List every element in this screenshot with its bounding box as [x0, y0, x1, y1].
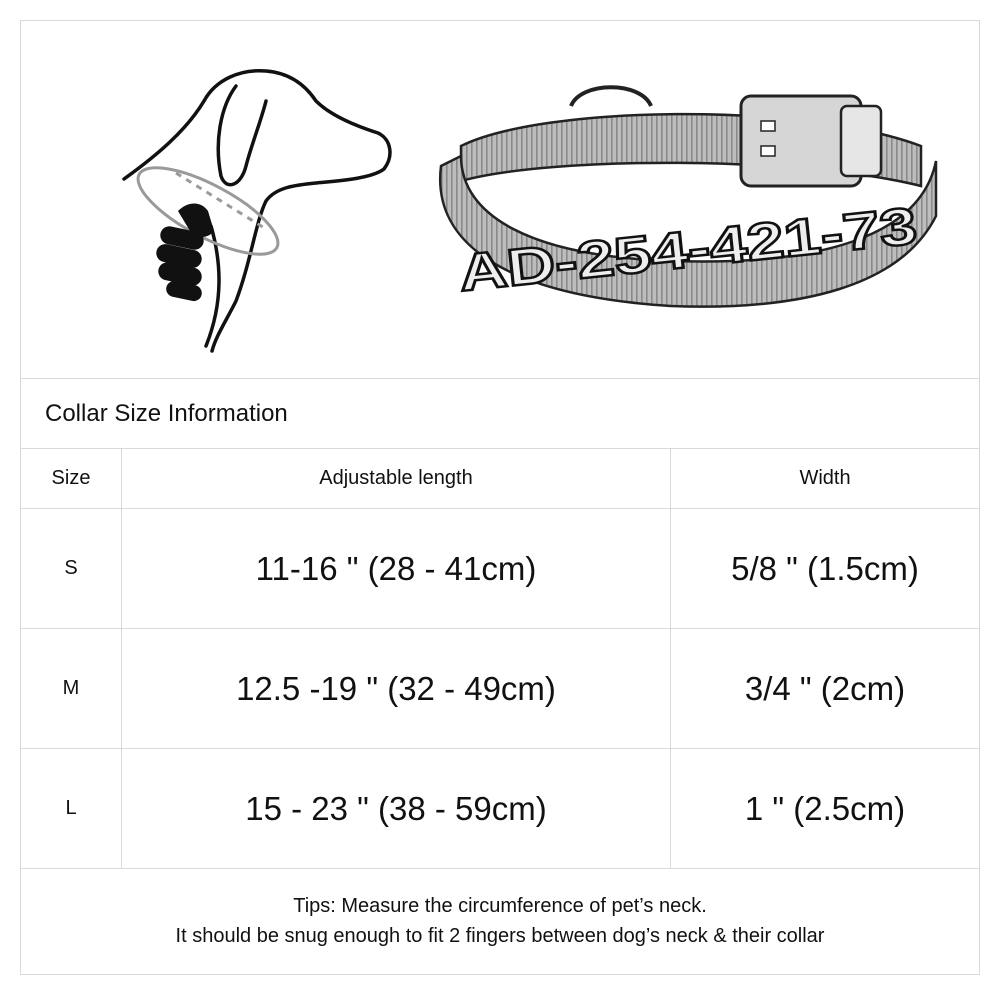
length-cell: 15 - 23 " (38 - 59cm) — [245, 789, 547, 827]
width-cell: 3/4 " (2cm) — [744, 669, 906, 707]
length-cell: 12.5 -19 " (32 - 49cm) — [236, 669, 556, 707]
tips-line-1: Tips: Measure the circumference of pet’s neck. — [293, 895, 707, 917]
width-cell: 5/8 " (1.5cm) — [731, 549, 919, 587]
section-title: Collar Size Information — [45, 400, 288, 427]
tips-block — [21, 891, 979, 951]
header-size: Size — [51, 467, 91, 489]
tips-line-2: It should be snug enough to fit 2 fingers between dog’s neck & their collar — [175, 925, 825, 947]
collar-embroidery-text: AD-254-421-73 — [456, 207, 819, 303]
size-cell: S — [64, 557, 78, 579]
header-adjustable-length: Adjustable length — [319, 467, 473, 489]
size-cell: L — [65, 797, 77, 819]
header-width: Width — [799, 467, 851, 489]
divider — [21, 378, 979, 379]
dog-neck-measure-icon — [116, 61, 406, 361]
size-cell: M — [62, 677, 80, 699]
length-cell: 11-16 " (28 - 41cm) — [255, 549, 537, 587]
size-chart — [20, 20, 980, 975]
divider — [21, 868, 979, 869]
embroidered-collar-icon — [421, 66, 941, 346]
illustration-area — [21, 21, 979, 378]
width-cell: 1 " (2.5cm) — [744, 789, 906, 827]
